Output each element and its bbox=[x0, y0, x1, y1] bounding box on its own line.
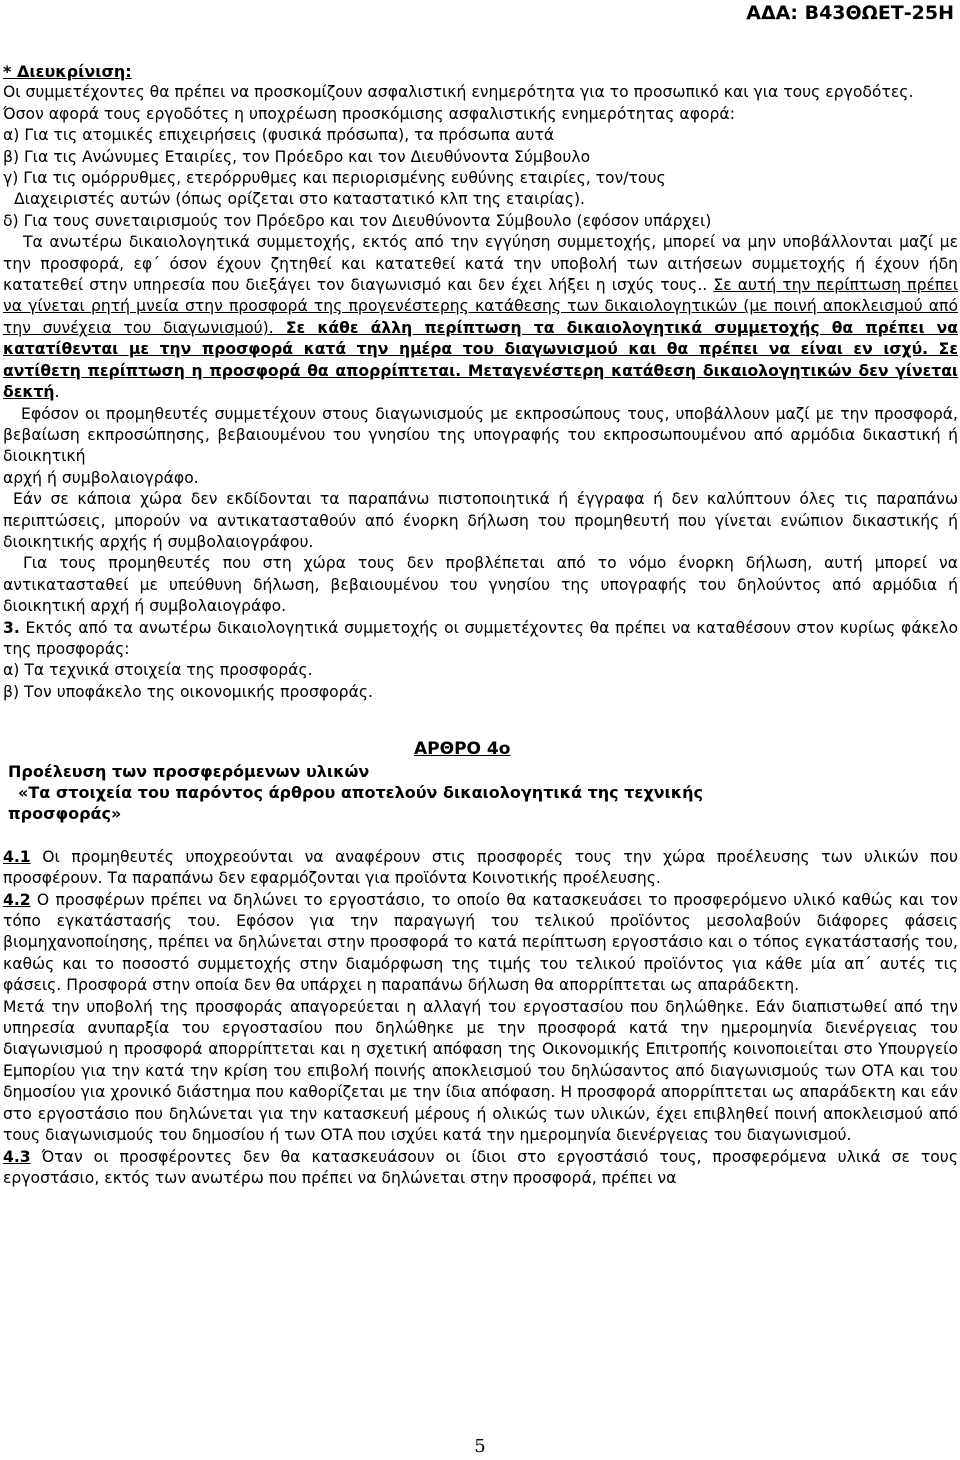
section-4-1-number: 4.1 bbox=[3, 847, 31, 866]
clarification-item-a: α) Για τις ατομικές επιχειρήσεις (φυσικά πρόσωπα), τα πρόσωπα αυτά bbox=[3, 126, 555, 145]
clarification-item-d: δ) Για τους συνεταιρισμούς τον Πρόεδρο και τον Διευθύνοντα Σύμβουλο (εφόσον υπάρχει) bbox=[3, 211, 712, 230]
item-3-b: β) Τον υποφάκελο της οικονομικής προσφοράς. bbox=[3, 682, 373, 701]
section-4-3-text: Όταν οι προσφέροντες δεν θα κατασκευάσουν οι ίδιοι στο εργοστάσιό τους, προσφερόμενα υλικά σε τους εργοστάσιο, εκτός των ανωτέρω που πρέπει να δηλώνεται στην προσφορά, πρέπει να bbox=[3, 1147, 958, 1187]
ada-code: ΑΔΑ: Β43ΘΩΕΤ-25Η bbox=[746, 2, 954, 24]
item-3-a: α) Τα τεχνικά στοιχεία της προσφοράς. bbox=[3, 661, 313, 680]
paragraph-representatives-end: αρχή ή συμβολαιογράφο. bbox=[3, 468, 199, 487]
document-body bbox=[3, 62, 958, 1189]
section-4-3-number: 4.3 bbox=[3, 1147, 31, 1166]
section-4-2-continued: Μετά την υποβολή της προσφοράς απαγορεύεται η αλλαγή του εργοστασίου που δηλώθηκε. Εάν διαπιστωθεί από την υπηρεσία ανυπαρξία του εργοστασίου που δηλώθηκε με την προσφορά κατά την ημερομηνία διενέργειας του διαγωνισμού η προσφορά απορρίπτεται και η σχετική απόφαση της Οικονομικής Επιτροπής κοινοποιείται στο Υπουργείο Εμπορίου για την κατά την κρίση του επιβολή ποινής αποκλεισμού του δηλώσαντος από διαγωνισμούς των ΟΤΑ και του δημοσίου για χρονικό διάστημα που καθορίζεται με την ίδια απόφαση. Η προσφορά απορρίπτεται ως απαράδεκτη και εάν στο εργοστάσιο που δηλώνεται για την κατασκευή μέρους ή ολικώς των υλικών, έχει επιβληθεί ποινή αποκλεισμού από τους διαγωνισμούς του δημοσίου ή των ΟΤΑ που ισχύει κατά την ημερομηνία διενέργειας του διαγωνισμού. bbox=[3, 997, 958, 1145]
section-4-2 bbox=[3, 890, 958, 997]
section-4-2-number: 4.2 bbox=[3, 890, 31, 909]
clarification-item-b: β) Για τις Ανώνυμες Εταιρίες, τον Πρόεδρο και τον Διευθύνοντα Σύμβουλο bbox=[3, 147, 591, 166]
page-number: 5 bbox=[474, 1436, 486, 1457]
paragraph-documents bbox=[3, 232, 958, 403]
clarification-line1: Οι συμμετέχοντες θα πρέπει να προσκομίζουν ασφαλιστική ενημερότητα για το προσωπικό και για τους εργοδότες. bbox=[3, 83, 914, 102]
item-3 bbox=[3, 618, 958, 661]
clarification-title: * Διευκρίνιση: bbox=[3, 62, 132, 81]
para1-text4: . bbox=[54, 383, 60, 402]
section-4-3 bbox=[3, 1147, 958, 1190]
paragraph-solemn-declaration: Για τους προμηθευτές που στη χώρα τους δεν προβλέπεται από το νόμο ένορκη δήλωση, αυτή μπορεί να αντικατασταθεί με υπεύθυνη δήλωση, βεβαιουμένου του γνησίου της υπογραφής του δηλούντος από αρμόδια ή διοικητική αρχή ή συμβολαιογράφο. bbox=[3, 554, 958, 616]
article-quote: «Τα στοιχεία του παρόντος άρθρου αποτελούν δικαιολογητικά της τεχνικής προσφοράς» bbox=[8, 783, 704, 824]
para1-text1: Τα ανωτέρω δικαιολογητικά συμμετοχής, εκτός από την εγγύηση συμμετοχής, μπορεί να μην υποβάλλονται μαζί με την προσφορά, εφ΄ όσον έχουν ζητηθεί και κατατεθεί κατά την υποβολή των αιτήσεων συμμετοχής ή έχουν ήδη κατατεθεί στην υπηρεσία που διεξάγει τον διαγωνισμό και δεν έχει λήξει η ισχύς τους.. bbox=[3, 233, 958, 295]
clarification-line2: Όσον αφορά τους εργοδότες η υποχρέωση προσκόμισης ασφαλιστικής ενημερότητας αφορά: bbox=[3, 104, 735, 123]
para1-text2: Σε αυτή την περίπτωση πρέπει να γίνεται ρητή μνεία στην προσφορά της προγενέστερης κατάθεσης των δικαιολογητικών (με ποινή αποκλεισμού από την συνέχεια του διαγωνισμού). bbox=[3, 276, 958, 337]
item-3-text: Εκτός από τα ανωτέρω δικαιολογητικά συμμετοχής οι συμμετέχοντες θα πρέπει να καταθέσουν στον κυρίως φάκελο της προσφοράς: bbox=[3, 618, 958, 658]
section-4-1-text: Οι προμηθευτές υποχρεούνται να αναφέρουν στις προσφορές τους την χώρα προέλευσης των υλικών που προσφέρουν. Τα παραπάνω δεν εφαρμόζονται για προϊόντα Κοινοτικής προέλευσης. bbox=[3, 847, 958, 888]
article-subtitle: Προέλευση των προσφερόμενων υλικών bbox=[8, 761, 370, 781]
section-4-1 bbox=[3, 847, 958, 890]
item-3-number: 3. bbox=[3, 618, 20, 637]
clarification-item-c2: Διαχειριστές αυτών (όπως ορίζεται στο καταστατικό κλπ της εταιρίας). bbox=[14, 190, 586, 209]
article-title: ΑΡΘΡΟ 4ο bbox=[414, 739, 511, 760]
para1-text3: Σε κάθε άλλη περίπτωση τα δικαιολογητικά συμμετοχής θα πρέπει να κατατίθενται με την προσφορά κατά την ημέρα του διαγωνισμού και θα πρέπει να είναι εν ισχύ. Σε αντίθετη περίπτωση η προσφορά θα απορρίπτεται. Μεταγενέστερη κατάθεση δικαιολογητικών δεν γίνεται δεκτή bbox=[3, 318, 958, 402]
paragraph-sworn-statement: Εάν σε κάποια χώρα δεν εκδίδονται τα παραπάνω πιστοποιητικά ή έγγραφα ή δεν καλύπτουν όλες τις παραπάνω περιπτώσεις, μπορούν να αντικατασταθούν από ένορκη δήλωση του προμηθευτή που γίνεται ενώπιον δικαστικής ή διοικητικής αρχής ή συμβολαιογράφου. bbox=[3, 490, 958, 551]
clarification-item-c1: γ) Για τις ομόρρυθμες, ετερόρρυθμες και περιορισμένης ευθύνης εταιρίες, τον/τους bbox=[3, 169, 666, 188]
section-4-2-text: Ο προσφέρων πρέπει να δηλώνει το εργοστάσιο, το οποίο θα κατασκευάσει το προσφερόμενο υλικό καθώς και τον τόπο εγκατάστασής του. Εφόσον για την παραγωγή του τελικού προϊόντος μεσολαβούν διάφορες φάσεις βιομηχανοποίησης, πρέπει να δηλώνεται στην προσφορά το κατά περίπτωση εργοστάσιο και ο τόπος εγκατάστασής του, καθώς και το ποσοστό συμμετοχής στην διαμόρφωση της τιμής του τελικού προϊόντος για κάθε μία απ΄ αυτές τις φάσεις. Προσφορά στην οποία δεν θα υπάρχει η παραπάνω δήλωση θα απορρίπτεται ως απαράδεκτη. bbox=[3, 890, 958, 995]
paragraph-representatives: Εφόσον οι προμηθευτές συμμετέχουν στους διαγωνισμούς με εκπροσώπους τους, υποβάλλουν μαζί με την προσφορά, βεβαίωση εκπροσώπησης, βεβαιουμένου του γνησίου της υπογραφής του εκπροσωπουμένου από αρμόδια δικαστική ή διοικητική bbox=[3, 404, 958, 466]
